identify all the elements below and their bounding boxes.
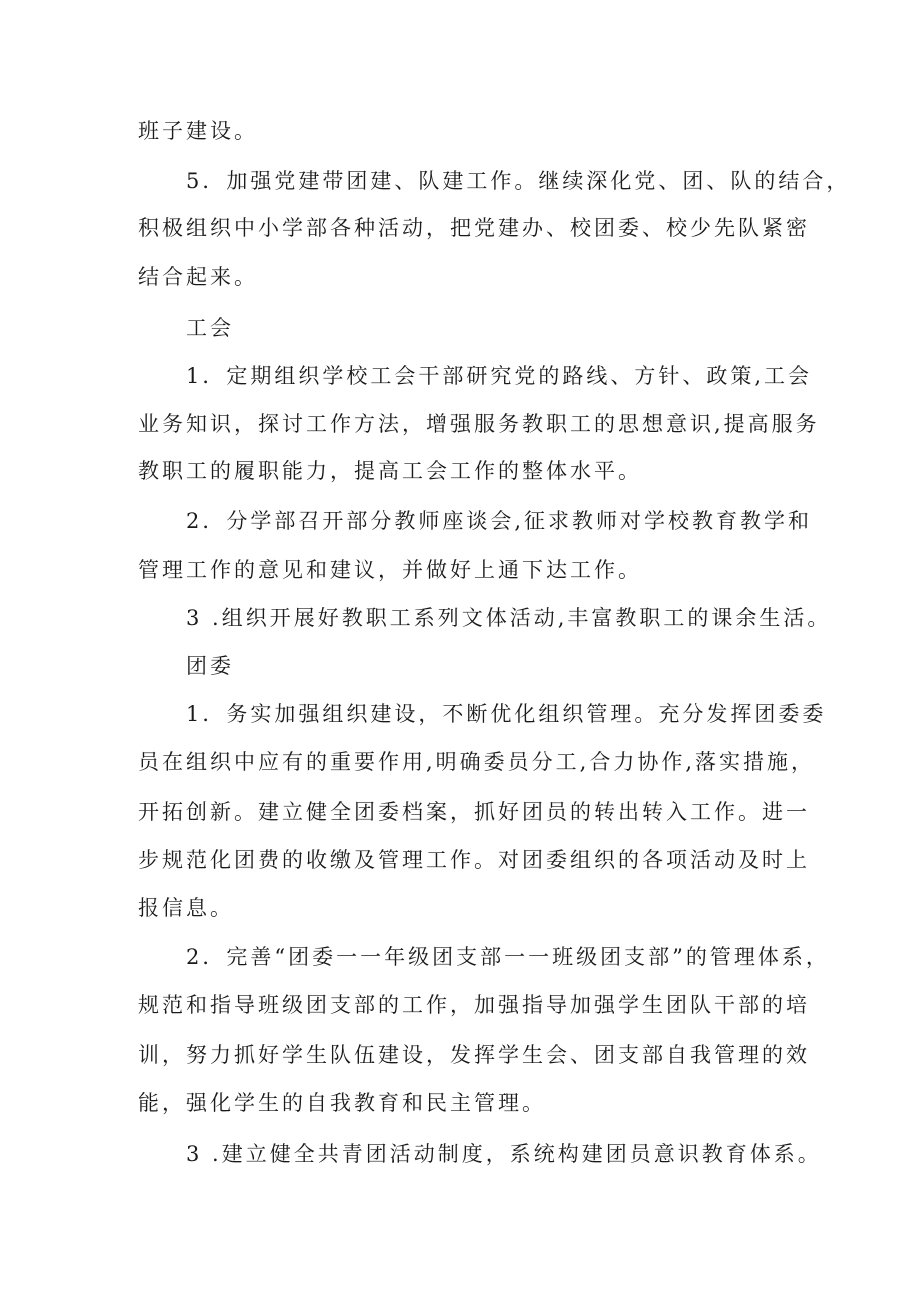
text-line: 管理工作的意见和建议，并做好上通下达工作。	[138, 558, 642, 582]
text-line: 规范和指导班级团支部的工作，加强指导加强学生团队干部的培	[138, 993, 810, 1017]
text-line: 3 .组织开展好教职工系列文体活动,丰富教职工的课余生活。	[186, 606, 832, 630]
text-line: 3 .建立健全共青团活动制度，系统构建团员意识教育体系。	[186, 1142, 822, 1166]
text-line: 1．务实加强组织建设，不断优化组织管理。充分发挥团委委	[186, 702, 827, 726]
text-line: 训，努力抓好学生队伍建设，发挥学生会、团支部自我管理的效	[138, 1043, 810, 1067]
text-line: 5．加强党建带团建、队建工作。继续深化党、团、队的结合，	[186, 169, 851, 193]
text-line: 2．分学部召开部分教师座谈会,征求教师对学校教育教学和	[186, 509, 813, 533]
text-line: 开拓创新。建立健全团委档案，抓好团员的转出转入工作。进一	[138, 800, 810, 824]
text-line: 业务知识，探讨工作方法，增强服务教职工的思想意识,提高服务	[138, 412, 820, 436]
text-line: 1．定期组织学校工会干部研究党的路线、方针、政策,工会	[186, 364, 813, 388]
text-line: 能，强化学生的自我教育和民主管理。	[138, 1091, 546, 1115]
text-line: 2．完善“团委一一年级团支部一一班级团支部”的管理体系，	[186, 945, 830, 969]
text-line: 班子建设。	[138, 119, 258, 143]
section-heading: 团委	[186, 654, 234, 678]
text-line: 报信息。	[138, 896, 234, 920]
section-heading: 工会	[186, 316, 234, 340]
text-line: 教职工的履职能力，提高工会工作的整体水平。	[138, 459, 642, 483]
text-line: 员在组织中应有的重要作用,明确委员分工,合力协作,落实措施，	[138, 750, 816, 774]
text-line: 步规范化团费的收缴及管理工作。对团委组织的各项活动及时上	[138, 848, 810, 872]
text-line: 结合起来。	[138, 265, 258, 289]
text-line: 积极组织中小学部各种活动，把党建办、校团委、校少先队紧密	[138, 216, 810, 240]
